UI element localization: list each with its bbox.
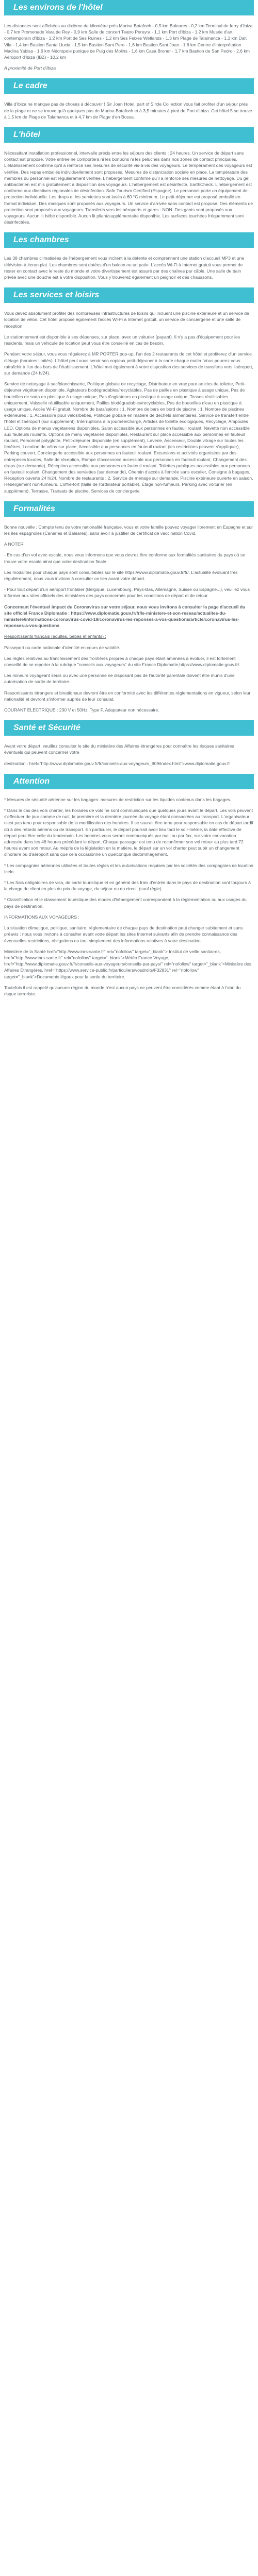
section-text: - En cas d'un vol avec escale, nous vous informons que vous devrez être conforme aux formalités sanitaires du pays où se trouve votre escale ainsi que votre destination finale.	[4, 552, 245, 564]
section-text: Ressortissants étrangers et binationaux devront être en conformité avec les différentes réglementations en vigueur, selon leur nationalité et devront s'informer auprès de leur consulat.	[4, 690, 251, 702]
section-sante	[0, 720, 258, 767]
section-attention	[0, 774, 258, 997]
section-title: Les services et loisirs	[4, 287, 254, 303]
section-text: * Dans le cas des vols charter, les horaires de vols ne sont communiqués que quelques jours avant le départ. Les vols peuvent s'effectuer de jour comme de nuit, la première et la dernière journée du voyage étant consacrées au transport. L'organisateur n'est pas tenu pour responsable de la modification des horaires. Il se saurait être tenu pour responsable en cas de départ tardif dû à des retards aériens ou de transport. En particulier, le départ pourrait avoir lieu tard le soir-même, la date effective de départ peut être celle du lendemain. Les horaires vous seront communiqués par mail ou par fax, sur votre convocation adressée dans les 48 heures précédant le départ. Chaque passager est tenu de reconfirmer son vol retour au plus tard 72 heures avant son retour. Au mépris de la législation en la matière, le départ sur un vol charter peut subir un changement d'horaire ou d'aéroport sans que cela occasionne un quelconque dédommagement.	[4, 808, 253, 857]
section-environs	[0, 0, 258, 71]
section-text: Les modalités pour chaque pays sont consultables sur le site https://www.diplomatie.gouv.fr/fr/. L'actualité évoluant très régulièrement, nous vous invitons à consulter ce lien avant votre départ.	[4, 569, 238, 581]
section-title: L'hôtel	[4, 127, 254, 143]
section-text: A NOTER	[4, 541, 24, 547]
section-text: Concernant l'éventuel impact du Coronavirus sur votre séjour, nous vous invitons à consulter la page d'accueil du site officiel France Diplomatie : https://www.diplomatie.gouv.fr/fr/le-ministere-et-son-reseau/actualites-du-ministere/informations-coronavirus-covid-19/coronavirus-les-reponses-a-vos-questions/article/coronavirus-les-reponses-a-vos-questions	[4, 604, 246, 629]
section-chambres	[0, 232, 258, 280]
section-text: - Pour tout départ d'un aéroport frontalier (Belgique, Luxembourg, Pays-Bas, Allemagne, Suisse ou Espagne...), veuillez vous informer aux sites officiels des ministères des pays concernés pour les conditions de départ et de retour.	[4, 587, 250, 599]
section-text: * Mesures de sécurité aérienne sur les bagages: mesures de restriction sur les liquides contenus dans les bagages.	[4, 796, 231, 802]
section-text: Nécessitant installation professionnel, intervalle précis entre les séjours des clients : 24 heures. Un service de départ sans contact est proposé. Votre entrée ne comportera ni les bonbons ni les peluches dans nos zones de contact principales. L'établissement confirme qu'il a renforcé ses mesures de sécurité vis-à-vis des voyageurs. Le tempérament des voyageurs est vérifiée. Des repas emballés individuellement sont proposés. Mesures de distanciation sociale en place. La température des membres du personnel est régulièrement vérifiée. L'hébergement confirme qu'il a renforcé ses mesures de nettoyage. Du gel antibactérien est mis gratuitement à disposition des voyageurs. L'hébergement est désinfecté. EarthCheck. L'hébergement est conforme aux directives régionales de désinfection. Safe Tourism Certified (Espagne). Le personnel porte un équipement de protection individuelle. Les draps et les serviettes sont lavés à 60 °C minimum. Le petit-déjeuner est proposé emballé en format individuel. Des masques sont proposés aux voyageurs. Un service d'arrivée sans contact est proposé. Des éléments de protection sont proposés aux voyageurs. Transferts vers les aéroports et gares : NON. Des gants sont proposés aux voyageurs. Aucun lit bébé disponible. Aucun lit pliant/supplémentaire disponible. Les surfaces touchées fréquemment sont désinfectées.	[4, 150, 253, 225]
section-hotel	[0, 127, 258, 225]
section-text: Ressortissants français (adultes, bébés et enfants) :	[4, 634, 106, 639]
section-text: Service de nettoyage à sec/blanchisserie, Politique globale de recyclage, Distributeur en vrac pour articles de toilette, Petit-déjeuner végétarien disponible, Agitateurs biodégradables/recyclables, Pas de pailles en plastique à usage unique, Pas de bouteilles de soda en plastique à usage unique, Pas d'agitateurs en plastique à usage unique, Tasses réutilisables uniquement, Vaisselle réutilisable uniquement, Pailles biodégradables/recyclables, Pas de bouteilles d'eau en plastique à usage unique, Accès Wi-Fi gratuit, Nombre de bars/salons : 1, Nombre de bars en bord de piscine : 1, Nombre de piscines extérieures : 1, Accessoire pour vélos/bébés, Politique globale en matière de déchets alimentaires, Service de transfert entre l'hôtel et l'aéroport (sur supplément), Interruptions à la journée/chargé, Articles de toilette écologiques, Recyclage, Ampoules LED, Options de menus végétariens disponibles, Salon accessible aux personnes en fauteuil roulant, Navette non accessible aux fauteuils roulants, Options de menu végétarien disponibles, Restaurant sur place accessible aux personnes en fauteuil roulant, Personnel polyglotte, Petit-déjeuner disponible (en supplément), Laverie, Ascenseur, Double vitrage sur toutes les fenêtres, Location de vélos sur place, Accessible aux personnes en fauteuil roulant (les restrictions peuvent s'appliquer), Parking couvert, Conciergerie accessible aux personnes en fauteuil roulant, Excursions et activités organisées par des entreprises locales, Salle de réception, Rampe d'accessoire accessible aux personnes en fauteuil roulant, Changement des draps (sur demande), Réception accessible aux personnes en fauteuil roulant, Toilettes publiques accessibles aux personnes en fauteuil roulant, Changement des serviettes (sur demande), Chemin d'accès à l'entrée sans escalier, Consigne à bagages, Réception ouverte 24 h/24, Nombre de restaurants : 2, Service de ménage sur demande, Piscine extérieure ouverte en saison, Hébergement non-fumeurs, Coffre-fort (taille de l'ordinateur portable), Étage non-fumeurs, Parking avec voiturier (en supplément), Terrasse, Transats de piscine, Services de conciergerie	[4, 381, 253, 494]
section-text: Pendant votre séjour, vous vous régalerez à MR PORTER pop-up, l'un des 2 restaurants de cet hôtel et profiterez d'un service d'étage (horaires limités). L'hôtel peut vous servir son copieux petit-déjeuner à la carte chaque matin. Vous pourrez vous rafraîchir à l'un des bars de l'établissement. L'hôtel met également à votre disposition des services de transferts vers l'aéroport, sur demande (24 h/24).	[4, 351, 253, 376]
section-text: La situation climatique, politique, sanitaire, réglementaire de chaque pays de destination peut changer subitement et sans préavis : nous vous invitons à consulter avant votre départ les sites Internet suivants afin de prendre connaissance des éventuelles restrictions, obligations ou tout simplement des informations relatives à votre destination.	[4, 925, 243, 943]
section-title: Les chambres	[4, 232, 254, 248]
section-text: Toutefois il est rappelé qu'aucune région du monde n'est aucun pays ne peuvent être considérés comme étant à l'abri du risque terroriste.	[4, 985, 241, 996]
section-text: * Classification et le classement touristique des modes d'hébergement correspondent à la réglementation ou aux usages du pays de destination.	[4, 897, 247, 909]
section-text: Les mineurs voyageant seuls ou avec une personne ne disposant pas de l'autorité parentale doivent être munis d'une autorisation de sortie de territoire.	[4, 673, 235, 685]
section-text: Avant votre départ, veuillez consulter le site du ministère des Affaires étrangères pour connaître les risques sanitaires éventuels qui peuvent concerner votre	[4, 743, 234, 755]
section-title: Santé et Sécurité	[4, 720, 254, 736]
section-text: Les règles relatives au franchissement des frontières propres à chaque pays étant amenées à évoluer, il est fortement conseillé de se reporter à la rubrique "conseils aux voyageurs" du site France Diplomatie,https://www.diplomatie.gouv.fr/.	[4, 655, 240, 668]
section-title: Les environs de l'hôtel	[4, 0, 254, 15]
section-title: Formalités	[4, 501, 254, 517]
section-text: Vous devez absolument profiter des nombreuses infrastructures de loisirs qui incluent une piscine extérieure et un service de location de vélos. Cet hôtel propose également l'accès Wi-Fi à Internet gratuit, un service de conciergerie et une salle de réception.	[4, 311, 249, 329]
section-text: Passeport ou carte nationale d'identité en cours de validité.	[4, 645, 120, 650]
section-title: Le cadre	[4, 78, 254, 94]
section-text: Le stationnement est disponible à ses dépenses, sur place, avec un voiturier (payant). Il n'y a pas d'équipement pour les résidents, mais un véhicule de location peut vous être conseillé en cas de besoin.	[4, 334, 240, 346]
section-services	[0, 287, 258, 494]
section-text: Villa d'Ibiza ne manque pas de choses à découvrir ! Sir Joan Hotel, part of Sircle Collection vous fait profiter d'un séjour près de la plage et ne se trouve qu'à quelques pas de Marina Botafoch et à 3,5 minutes à pied de Port d'Ibiza. Cet hôtel 5 se trouve à 1,5 km de Plage de Talamanca et à 4,7 km de Plage d'en Bossa.	[4, 101, 252, 120]
section-text: À proximité de Port d'Ibiza	[4, 65, 56, 71]
section-cadre	[0, 78, 258, 120]
section-text: Les 38 chambres climatisées de l'hébergement vous incitent à la détente et comprennent une station d'accueil MP3 et une télévision à écran plat. Les chambres sont dotées d'un balcon ou un patio. L'accès Wi-Fi à Internet gratuit vous permet de rester en contact avec le reste du monde et votre divertissement est assuré par des chaînes par câble. Une salle de bain privée avec une douche est à votre disposition. Vous y trouverez également un peignoir et des chaussons.	[4, 256, 245, 280]
section-text: Bonne nouvelle : Compte tenu de votre nationalité française, vous et votre famille pouvez voyager librement en Espagne et sur les îles espagnoles (Canaries et Baléares), sans avoir à justifier de certificat de vaccination Covid.	[4, 524, 253, 536]
section-formalites	[0, 501, 258, 713]
section-text: Les distances sont affichées au dixième de kilomètre près Marina Botafoch - 0,5 km Baleares - 0,2 km Terminal de ferry d'Ibiza - 0,7 km Promenade Vara de Rey - 0,9 km Salle de concert Teatro Pereyra - 1,1 km Port d'Ibiza - 1,2 km Musée d'art contemporain d'Ibiza - 1,2 km Port de Ses Ruines - 1,2 km Ses Feixes Wetlands - 1,3 km Plage de Talamanca - 1,3 km Dalt Vila - 1,4 km Bastion Santa Llucia - 1,5 km Bastion Sant Pere - 1,6 km Bastion Sant Joan - 1,6 km Centre d'interprétation Madina Yabisa - 1,6 km Nécropole punique de Puig des Molins - 1,6 km Casa Broner - 1,7 km Bastion de San Pedro - 2,6 km Aéroport d'Ibiza (IBZ) - 10,2 km	[4, 23, 253, 60]
section-text: * Les frais obligatoires de visa, de carte touristique et en général des frais d'entrée dans le pays de destination sont toujours à la charge du client en plus du prix du voyage, du séjour ou du circuit (sauf règle).	[4, 880, 251, 892]
section-text: INFORMATIONS AUX VOYAGEURS :	[4, 914, 79, 920]
section-title: Attention	[4, 774, 254, 789]
section-text: Ministère de la Santé href="http://www.inrs-sante.fr" rel="nofollow" target="_blank"> Institut de veille sanitaires, href="http://www.inrs-sante.fr" rel="nofollow" target="_blank">Météo France Voyage, href="http://www.diplomatie.gouv.fr/fr/conseils-aux-voyageurs/conseils-par-pays/" rel="nofollow" target="_blank">Ministère des Affaires Étrangères, href="https://www.service-public.fr/particuliers/vosdroits/F32831" rel="nofollow" target="_blank">Documents légaux pour la sortie du territoire.	[4, 948, 252, 979]
section-text: COURANT ELECTRIQUE : 230 V et 50Hz. Type F. Adaptateur non nécessaire.	[4, 707, 159, 713]
section-text: * Les compagnies aériennes utilisées et toutes règles et les autorisations requises par les sociétés des compagnies de location Icelo.	[4, 862, 253, 874]
section-text: destination : href="http://www.diplomatie.gouv.fr/fr/conseils-aux-voyageurs_909/index.html">www.diplomatie.gouv.fr	[4, 760, 230, 766]
